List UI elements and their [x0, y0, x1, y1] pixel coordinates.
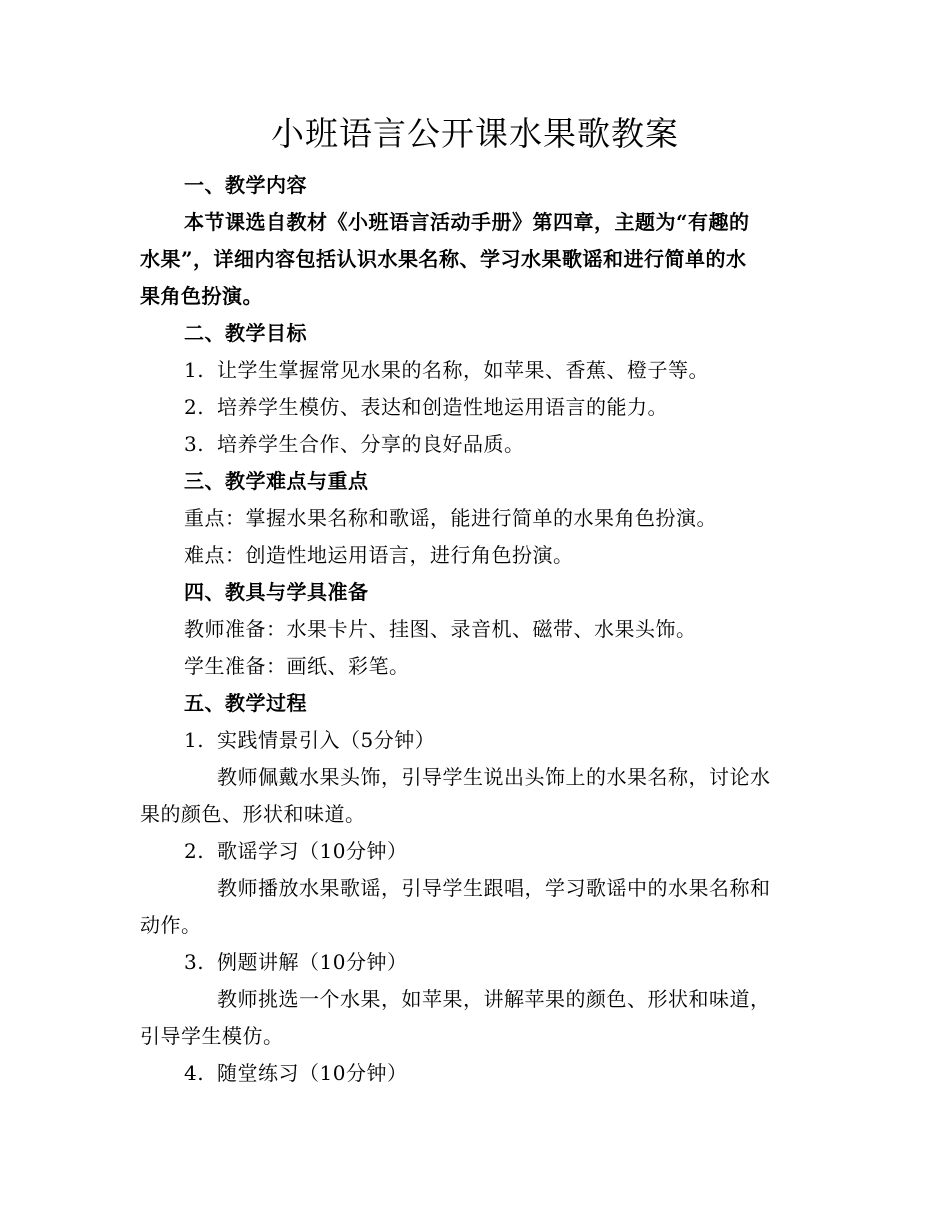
goal-item-number: 1.	[184, 358, 205, 382]
goal-item-text: 培养学生合作、分享的良好品质。	[217, 432, 525, 456]
process-step-title-text: 歌谣学习（10分钟）	[217, 839, 408, 863]
section-heading-content: 一、教学内容	[184, 173, 307, 197]
section-heading-process: 五、教学过程	[184, 691, 307, 715]
process-step-2-title	[184, 837, 407, 865]
focus-difficulty: 难点：创造性地运用语言，进行角色扮演。	[184, 543, 574, 567]
goal-item-number: 2.	[184, 395, 205, 419]
goal-item-1	[184, 356, 709, 384]
focus-key-point: 重点：掌握水果名称和歌谣，能进行简单的水果角色扮演。	[184, 506, 717, 530]
process-step-2-desc-line-1: 教师播放水果歌谣，引导学生跟唱，学习歌谣中的水果名称和	[217, 876, 771, 900]
goal-item-number: 3.	[184, 432, 205, 456]
process-step-1-desc-line-1: 教师佩戴水果头饰，引导学生说出头饰上的水果名称，讨论水	[217, 765, 771, 789]
tools-teacher-prep: 教师准备：水果卡片、挂图、录音机、磁带、水果头饰。	[184, 617, 697, 641]
process-step-number: 1.	[184, 728, 205, 752]
process-step-1-desc-line-2: 果的颜色、形状和味道。	[140, 802, 366, 826]
goal-item-text: 培养学生模仿、表达和创造性地运用语言的能力。	[217, 395, 668, 419]
goal-item-text: 让学生掌握常见水果的名称，如苹果、香蕉、橙子等。	[217, 358, 709, 382]
process-step-title-text: 例题讲解（10分钟）	[217, 950, 408, 974]
content-paragraph-line-1: 本节课选自教材《小班语言活动手册》第四章，主题为“有趣的	[184, 210, 750, 234]
goal-item-3	[184, 430, 525, 458]
section-heading-goals: 二、教学目标	[184, 321, 307, 345]
content-paragraph-line-2: 水果”，详细内容包括认识水果名称、学习水果歌谣和进行简单的水	[140, 247, 747, 271]
process-step-3-desc-line-1: 教师挑选一个水果，如苹果，讲解苹果的颜色、形状和味道，	[217, 987, 771, 1011]
process-step-number: 4.	[184, 1061, 205, 1085]
process-step-number: 2.	[184, 839, 205, 863]
tools-student-prep: 学生准备：画纸、彩笔。	[184, 654, 410, 678]
goal-item-2	[184, 393, 668, 421]
section-heading-focus: 三、教学难点与重点	[184, 469, 369, 493]
content-paragraph-line-3: 果角色扮演。	[140, 284, 263, 308]
process-step-4-title	[184, 1059, 407, 1087]
process-step-title-text: 随堂练习（10分钟）	[217, 1061, 408, 1085]
process-step-3-desc-line-2: 引导学生模仿。	[140, 1024, 284, 1048]
process-step-2-desc-line-2: 动作。	[140, 913, 202, 937]
process-step-3-title	[184, 948, 407, 976]
process-step-title-text: 实践情景引入（5分钟）	[217, 728, 436, 752]
section-heading-tools: 四、教具与学具准备	[184, 580, 369, 604]
process-step-1-title	[184, 726, 435, 754]
document-title: 小班语言公开课水果歌教案	[271, 114, 679, 153]
process-step-number: 3.	[184, 950, 205, 974]
